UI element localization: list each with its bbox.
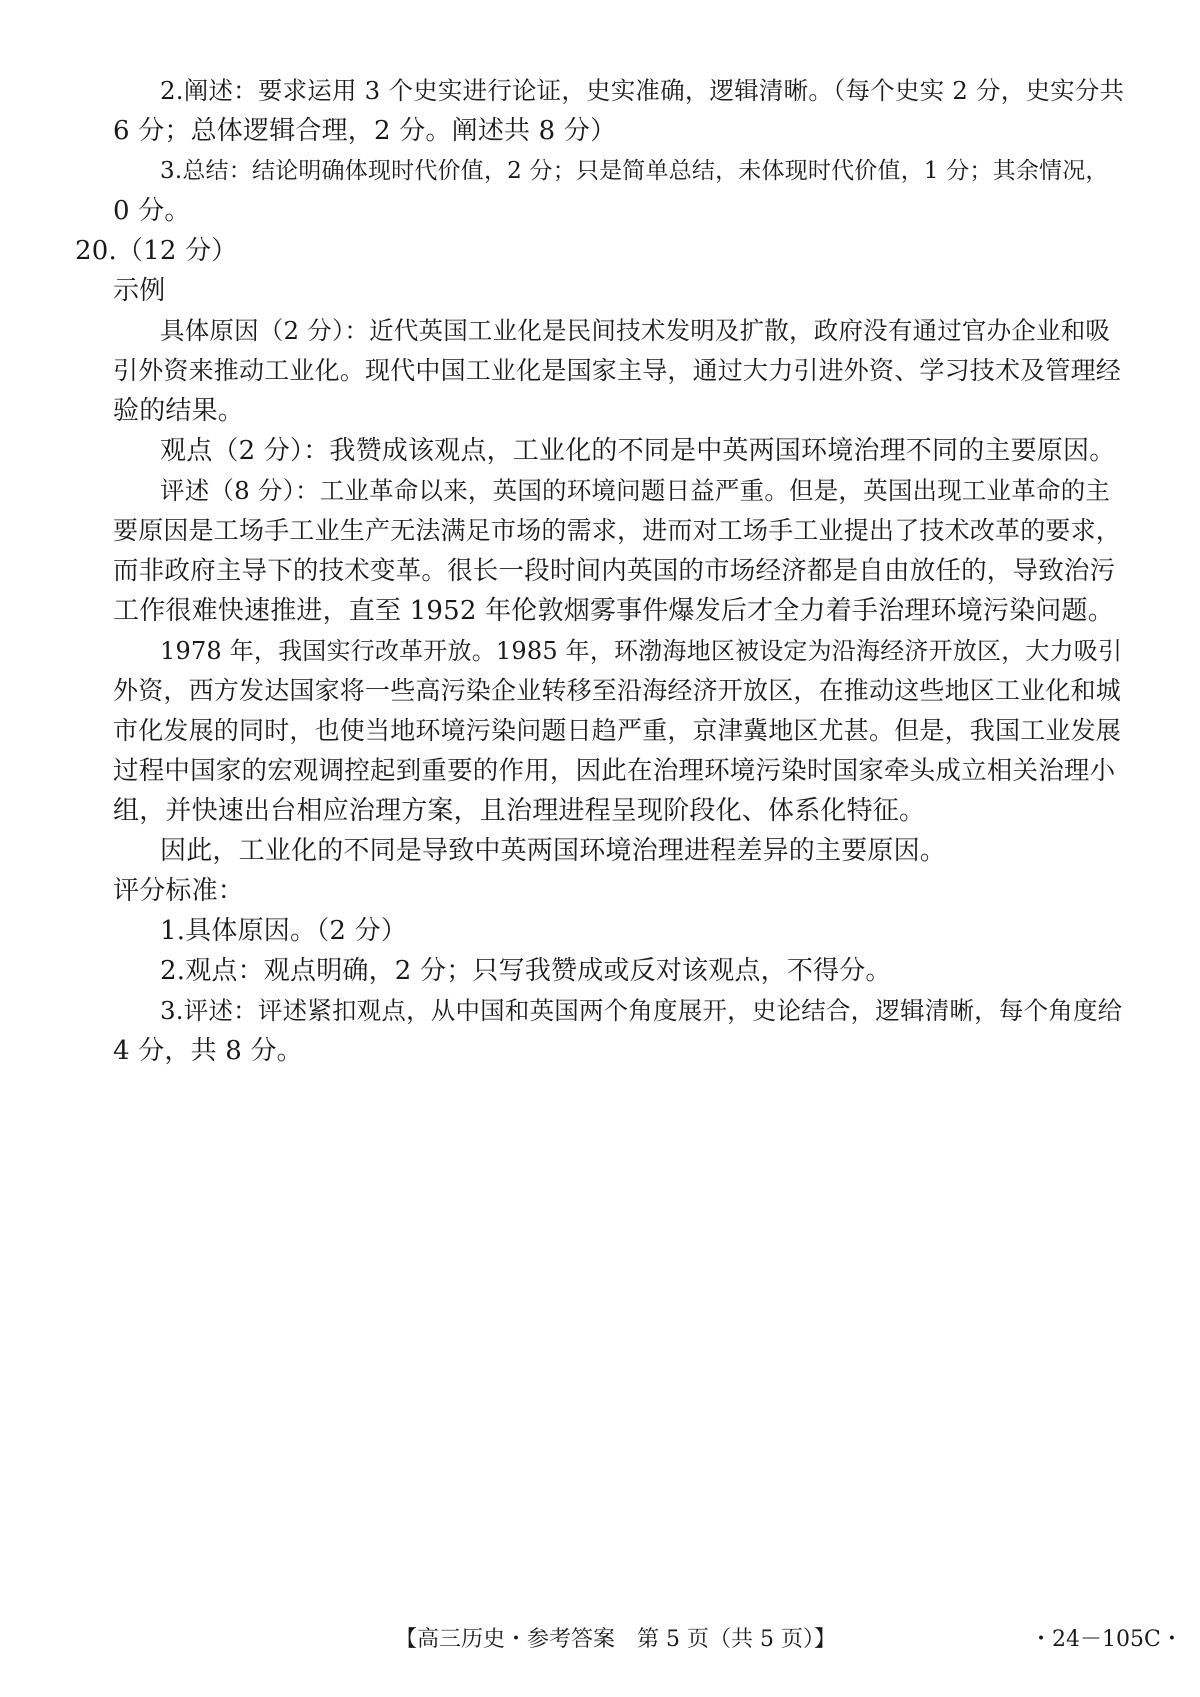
- text-line: 评分标准：: [113, 876, 245, 906]
- text-line: 3.总结：结论明确体现时代价值，2 分；只是简单总结，未体现时代价值，1 分；其余情况，: [160, 158, 1109, 184]
- text-line: 因此，工业化的不同是导致中英两国环境治理进程差异的主要原因。: [160, 836, 947, 866]
- text-line: 观点（2 分）：我赞成该观点，工业化的不同是中英两国环境治理不同的主要原因。: [160, 436, 1116, 466]
- text-line: 引外资来推动工业化。现代中国工业化是国家主导，通过大力引进外资、学习技术及管理经: [113, 356, 1122, 385]
- text-line: 4 分，共 8 分。: [113, 1036, 303, 1066]
- text-line: 1978 年，我国实行改革开放。1985 年，环渤海地区被设定为沿海经济开放区，大力吸引: [160, 637, 1123, 665]
- text-line: 具体原因（2 分）：近代英国工业化是民间技术发明及扩散，政府没有通过官办企业和吸: [160, 316, 1111, 345]
- footer-page-info: 【高三历史・参考答案 第 5 页（共 5 页）】: [395, 1627, 836, 1652]
- text-line: 3.评述：评述紧扣观点，从中国和英国两个角度展开，史论结合，逻辑清晰，每个角度给: [160, 996, 1123, 1025]
- question-number: 20.（12 分）: [75, 236, 238, 266]
- text-line: 评述（8 分）：工业革命以来，英国的环境问题日益严重。但是，英国出现工业革命的主: [160, 476, 1111, 505]
- text-line: 工作很难快速推进，直至 1952 年伦敦烟雾事件爆发后才全力着手治理环境污染问题。: [113, 596, 1114, 626]
- text-line: 而非政府主导下的技术变革。很长一段时间内英国的市场经济都是自由放任的，导致治污: [113, 556, 1116, 586]
- text-line: 1.具体原因。（2 分）: [160, 916, 408, 946]
- text-line: 外资，西方发达国家将一些高污染企业转移至沿海经济开放区，在推动这些地区工业化和城: [113, 676, 1122, 705]
- text-line: 过程中国家的宏观调控起到重要的作用，因此在治理环境污染时国家牵头成立相关治理小: [113, 756, 1116, 786]
- text-line: 示例: [113, 276, 166, 306]
- text-line: 6 分；总体逻辑合理，2 分。阐述共 8 分）: [113, 116, 617, 146]
- text-line: 组，并快速出台相应治理方案，且治理进程呈现阶段化、体系化特征。: [113, 796, 926, 826]
- text-line: 2.观点：观点明确，2 分；只写我赞成或反对该观点，不得分。: [160, 956, 892, 986]
- text-line: 2.阐述：要求运用 3 个史实进行论证，史实准确，逻辑清晰。（每个史实 2 分，史实分共: [160, 76, 1125, 105]
- footer-exam-code: ・24－105C・: [1030, 1627, 1183, 1652]
- page-footer: [0, 1620, 1200, 1660]
- text-line: 验的结果。: [113, 396, 245, 426]
- text-line: 市化发展的同时，也使当地环境污染问题日趋严重，京津冀地区尤甚。但是，我国工业发展: [113, 716, 1122, 745]
- text-line: 0 分。: [113, 196, 191, 226]
- text-line: 要原因是工场手工业生产无法满足市场的需求，进而对工场手工业提出了技术改革的要求，: [113, 516, 1122, 545]
